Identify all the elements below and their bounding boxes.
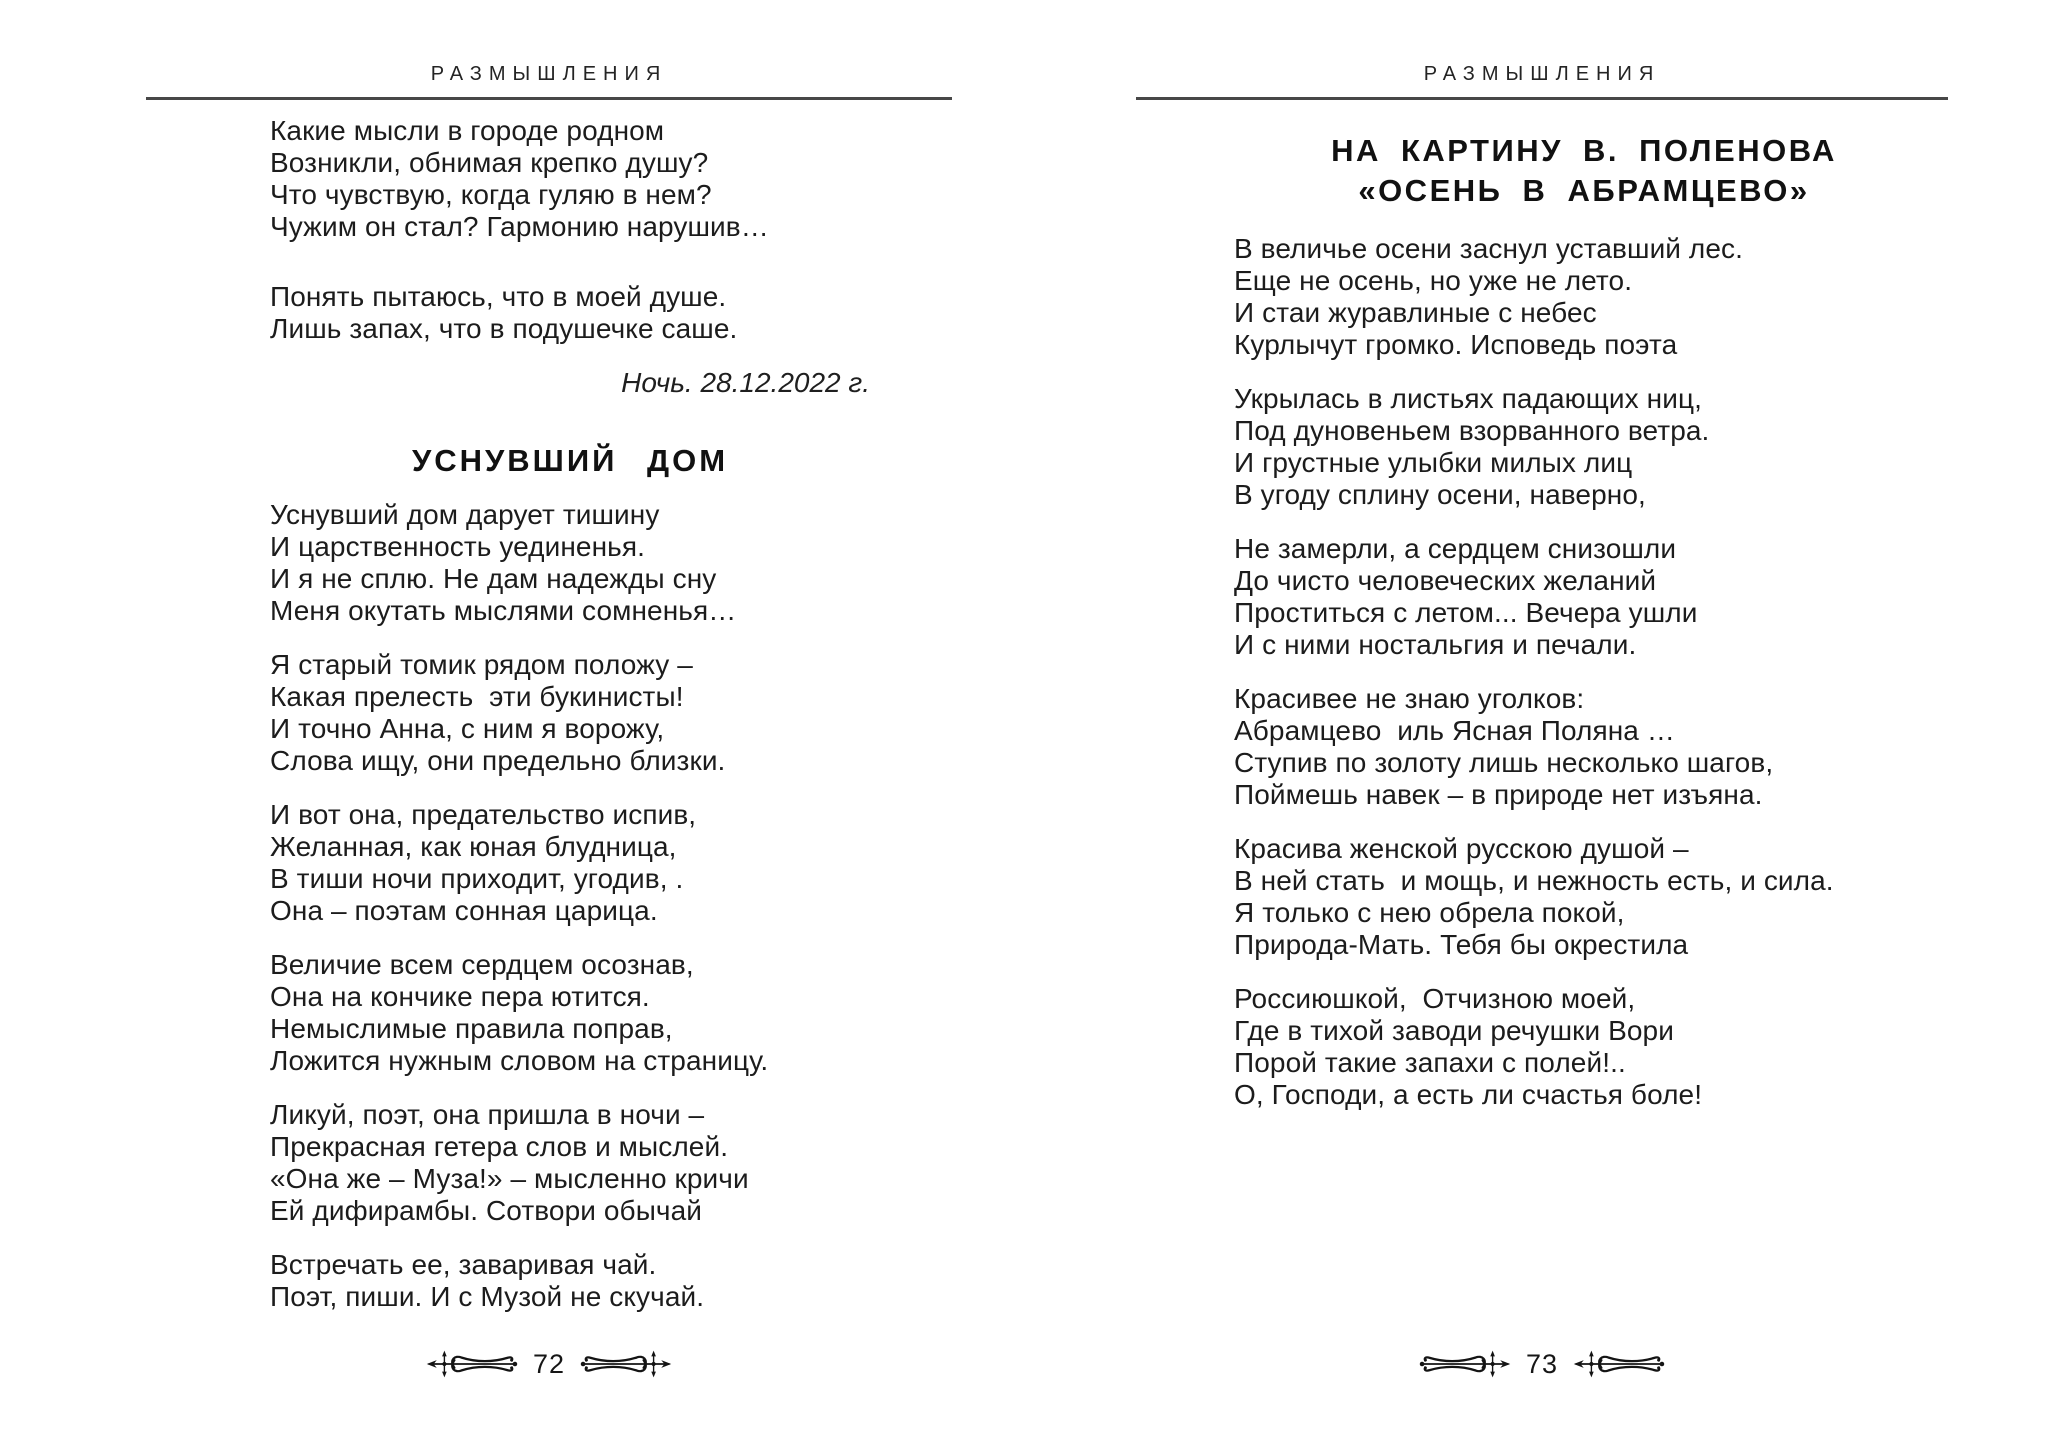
poem-line: Я только с нею обрела покой, bbox=[1234, 897, 1625, 928]
poem-line: Какие мысли в городе родном bbox=[270, 115, 665, 146]
page-right bbox=[1029, 0, 2058, 1454]
poem-title: УСНУВШИЙ ДОМ bbox=[411, 443, 729, 478]
poem-line: И царственность уединенья. bbox=[270, 531, 645, 562]
poem-line: Ликуй, поэт, она пришла в ночи – bbox=[270, 1099, 705, 1130]
poem-line: Она на кончике пера ютится. bbox=[270, 981, 650, 1012]
stanza bbox=[270, 1099, 870, 1227]
stanza bbox=[1234, 833, 1934, 961]
poem-line: Еще не осень, но уже не лето. bbox=[1234, 265, 1633, 296]
stanza bbox=[1234, 233, 1934, 361]
poem-line: Россиюшкой, Отчизною моей, bbox=[1234, 983, 1636, 1014]
poem-line: Я старый томик рядом положу – bbox=[270, 649, 693, 680]
stanza bbox=[270, 1249, 870, 1313]
poem-line: И с ними ностальгия и печали. bbox=[1234, 629, 1637, 660]
poem-line: Ступив по золоту лишь несколько шагов, bbox=[1234, 747, 1774, 778]
poem-line: Возникли, обнимая крепко душу? bbox=[270, 147, 709, 178]
poem-line: И грустные улыбки милых лиц bbox=[1234, 447, 1633, 478]
poem-line: И точно Анна, с ним я ворожу, bbox=[270, 713, 665, 744]
poem-title-line: НА КАРТИНУ В. ПОЛЕНОВА bbox=[1331, 133, 1837, 168]
poem-line: Проститься с летом... Вечера ушли bbox=[1234, 597, 1698, 628]
poem-title bbox=[1234, 131, 1934, 211]
stanza bbox=[270, 949, 870, 1077]
poem-dateline: Ночь. 28.12.2022 г. bbox=[621, 367, 870, 398]
poem-line: Лишь запах, что в подушечке саше. bbox=[270, 313, 738, 344]
poem-line: Поэт, пиши. И с Музой не скучай. bbox=[270, 1281, 705, 1312]
stanza bbox=[270, 799, 870, 927]
page-content bbox=[1234, 115, 1934, 1133]
poem-line: Немыслимые правила поправ, bbox=[270, 1013, 673, 1044]
poem-line: «Она же – Муза!» – мысленно кричи bbox=[270, 1163, 749, 1194]
poem-line: Красивее не знаю уголков: bbox=[1234, 683, 1585, 714]
poem-line: И стаи журавлиные с небес bbox=[1234, 297, 1597, 328]
poem-line: Что чувствую, когда гуляю в нем? bbox=[270, 179, 712, 210]
poem-line: О, Господи, а есть ли счастья боле! bbox=[1234, 1079, 1703, 1110]
stanza bbox=[1234, 983, 1934, 1111]
poem-line: Прекрасная гетера слов и мыслей. bbox=[270, 1131, 729, 1162]
poem-line: Абрамцево иль Ясная Поляна … bbox=[1234, 715, 1675, 746]
poem-line: Ложится нужным словом на страницу. bbox=[270, 1045, 769, 1076]
stanza bbox=[270, 115, 870, 243]
page-content bbox=[270, 115, 870, 1335]
header-rule bbox=[1136, 97, 1948, 100]
poem-line: Порой такие запахи с полей!.. bbox=[1234, 1047, 1626, 1078]
poem-line: Желанная, как юная блудница, bbox=[270, 831, 677, 862]
poem-line: Под дуновеньем взорванного ветра. bbox=[1234, 415, 1710, 446]
poem-line: Не замерли, а сердцем снизошли bbox=[1234, 533, 1677, 564]
page-number: 72 bbox=[532, 1348, 566, 1379]
poem-line: Где в тихой заводи речушки Вори bbox=[1234, 1015, 1674, 1046]
stanza bbox=[1234, 533, 1934, 661]
poem-line: Встречать ее, заваривая чай. bbox=[270, 1249, 657, 1280]
poem-line: В величье осени заснул уставший лес. bbox=[1234, 233, 1744, 264]
poem-line: Курлычут громко. Исповедь поэта bbox=[1234, 329, 1678, 360]
running-head: РАЗМЫШЛЕНИЯ bbox=[1423, 63, 1661, 85]
page-number: 73 bbox=[1525, 1348, 1559, 1379]
poem-line: До чисто человеческих желаний bbox=[1234, 565, 1657, 596]
poem-line: Красива женской русскою душой – bbox=[1234, 833, 1689, 864]
poem-line: Уснувший дом дарует тишину bbox=[270, 499, 660, 530]
poem-line: И я не сплю. Не дам надежды сну bbox=[270, 563, 717, 594]
stanza bbox=[1234, 683, 1934, 811]
poem-line: В ней стать и мощь, и нежность есть, и сила. bbox=[1234, 865, 1834, 896]
poem-line: Она – поэтам сонная царица. bbox=[270, 895, 658, 926]
poem-line: В тиши ночи приходит, угодив, . bbox=[270, 863, 684, 894]
poem-line: В угоду сплину осени, наверно, bbox=[1234, 479, 1646, 510]
poem-line: Поймешь навек – в природе нет изъяна. bbox=[1234, 779, 1763, 810]
stanza bbox=[270, 499, 870, 627]
poem-line: Чужим он стал? Гармонию нарушив… bbox=[270, 211, 769, 242]
footer-flourish-icon bbox=[1573, 1348, 1665, 1380]
stanza bbox=[1234, 383, 1934, 511]
running-head: РАЗМЫШЛЕНИЯ bbox=[430, 63, 668, 85]
stanza bbox=[270, 649, 870, 777]
poem-line: Природа-Мать. Тебя бы окрестила bbox=[1234, 929, 1689, 960]
poem-line: Величие всем сердцем осознав, bbox=[270, 949, 694, 980]
poem-line: Укрылась в листьях падающих ниц, bbox=[1234, 383, 1702, 414]
poem-line: И вот она, предательство испив, bbox=[270, 799, 697, 830]
footer-flourish-icon bbox=[580, 1348, 672, 1380]
poem-title-line: «ОСЕНЬ В АБРАМЦЕВО» bbox=[1358, 173, 1810, 208]
stanza bbox=[270, 281, 870, 345]
poem-line: Ей дифирамбы. Сотвори обычай bbox=[270, 1195, 703, 1226]
page-footer bbox=[146, 1344, 952, 1384]
header-rule bbox=[146, 97, 952, 100]
poem-line: Понять пытаюсь, что в моей душе. bbox=[270, 281, 727, 312]
poem-line: Слова ищу, они предельно близки. bbox=[270, 745, 726, 776]
poem-line: Меня окутать мыслями сомненья… bbox=[270, 595, 737, 626]
poem-line: Какая прелесть эти букинисты! bbox=[270, 681, 684, 712]
footer-flourish-icon bbox=[426, 1348, 518, 1380]
footer-flourish-icon bbox=[1419, 1348, 1511, 1380]
page-footer bbox=[1136, 1344, 1948, 1384]
